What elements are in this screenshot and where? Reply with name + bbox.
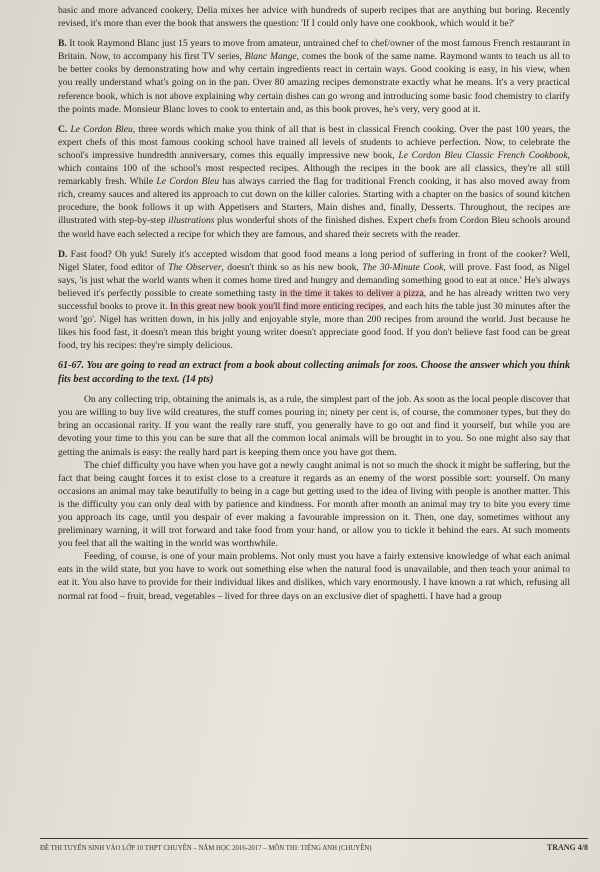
section-d-text-3: , will prove. Fast food, as Nigel says, 'is just what the world wants when it comes home tired and hungry and demanding something good to eat at once.' He's always believed it's perfectly possible to create something tasty (58, 261, 570, 299)
section-d-text-2: , doesn't think so as his new book, (221, 261, 363, 273)
page-footer (40, 838, 588, 852)
section-d-paragraph (58, 248, 570, 353)
section-b-letter: B. (58, 38, 67, 50)
section-c-text-2: , which contains 100 of the school's most respected recipes. Although the recipes in the book are all classics, they're all still remarkably fresh. While (58, 149, 570, 188)
section-d-highlight-2: In this great new book you'll find more enticing recipes (170, 300, 384, 312)
section-b-text-2: , comes the book of the same name. Raymond wants to teach us all to be better cooks by demonstrating how and why certain ingredients react in certain ways. Good cooking is easy, in his view, when you really understand what's going on in the pan. Over 80 amazing recipes demonstrate exactly what he means. It's a very practical reference book, which is not above explaining why certain dishes can go wrong and introducing some basic food chemistry to clarify the points made. Monsieur Blanc loves to cook to entertain and, as this book proves, he's very, very good at it. (58, 51, 570, 115)
section-d-text-1: Fast food? Oh yuk! Surely it's accepted wisdom that good food means a long period of suffering in front of the cooker? Well, Nigel Slater, food editor of (58, 248, 570, 273)
section-d-text-4: , and he has already written two very successful books to prove it. (58, 287, 570, 312)
section-c-title-1: Le Cordon Bleu (70, 123, 133, 135)
section-c-title-2: Le Cordon Bleu Classic French Cookbook (398, 149, 568, 161)
section-d-title-2: The 30-Minute Cook (362, 261, 444, 273)
section-d-highlight-1: in the time it takes to deliver a pizza (279, 287, 424, 299)
passage-paragraph-2: The chief difficulty you have when you have got a newly caught animal is not so much the shock it might be suffering, but the fact that being caught forces it to exist close to a creature it regards as an enemy of the worst possible sort: yourself. On many occasions an animal may take beautifully to being in a cage but getting used to the idea of living with people is another matter. This is the difficulty you can only deal with by patience and kindness. For month after month an animal may try to bite you every time you approach its cage, until you despair of ever making a favourable impression on it. Then, one day, sometimes without any preliminary warning, it will trot forward and take food from your hand, or allow you to tickle it behind the ears. At such moments you feel that all the waiting in the world was worthwhile. (58, 459, 570, 550)
section-b-paragraph (58, 37, 570, 116)
section-c-title-3: Le Cordon Bleu (156, 176, 220, 188)
section-d-letter: D. (58, 248, 68, 260)
section-d-title-1: The Observer (168, 261, 222, 273)
footer-page-number: TRANG 4/8 (546, 843, 588, 852)
section-d-text-5: , and each hits the table just 30 minutes after the word 'go'. Nigel has written down, in his jolly and enjoyable style, more than 200 recipes from around the world. Just because he likes his food fast, it doesn't mean this bright young writer doesn't appreciate good food. If you don't believe fast food can be great food, try his recipes: they're simply delicious. (58, 300, 570, 352)
section-c-text-1: , three words which make you think of all that is best in classical French cooking. Over the past 100 years, the expert chefs of this most famous cooking school have trained all levels of students to achieve perfection. Now, to celebrate the school's impressive hundredth anniversary, comes this equally impressive new book, (58, 123, 571, 161)
section-b-book-title: Blanc Mange (244, 51, 297, 63)
intro-paragraph (58, 4, 570, 30)
task-instruction: 61-67. You are going to read an extract from a book about collecting animals for zoos. Choose the answer which you think fits best according to the text. (14 pts) (58, 360, 570, 385)
footer-exam-title: ĐỀ THI TUYỂN SINH VÀO LỚP 10 THPT CHUYÊN – NĂM HỌC 2016-2017 – MÔN THI: TIẾNG ANH (CHUYÊN) (40, 845, 372, 852)
section-c-text-4: plus wonderful shots of the finished dishes. Expert chefs from Cordon Bleu schools around the world have each selected a recipe for which they are famous, and shared their secrets with the reader. (58, 215, 570, 240)
section-b-text-1: It took Raymond Blanc just 15 years to move from amateur, untrained chef to chef/owner of the most famous French restaurant in Britain. Now, to accompany his first TV series, (58, 38, 570, 63)
section-c-text-3: has always carried the flag for traditional French cooking, it has also moved away from rich, creamy sauces and altered its approach to cut down on the killer calories. Starting with a chapter on the basics of sound kitchen procedure, the book follows it up with Appetisers and Starters, Main dishes and, finally, Desserts. Throughout, the recipes are illustrated with step-by-step (58, 176, 570, 227)
intro-text: basic and more advanced cookery, Delia mixes her advice with hundreds of superb recipes that are anything but boring. Recently revised, it's more than ever the book that answers the question: 'If I could only have one cookbook, which would it be?' (58, 5, 570, 30)
passage-paragraph-3: Feeding, of course, is one of your main problems. Not only must you have a fairly extensive knowledge of what each animal eats in the wild state, but you have to work out something else when the natural food is unavailable, and then teach your animal to eat it. You also have to provide for their individual likes and dislikes, which vary enormously. I have known a rat which, refusing all normal rat food – fruit, bread, vegetables – lived for three days on an exclusive diet of spaghetti. I have had a group (58, 551, 570, 602)
section-c-title-4: illustrations (168, 215, 215, 227)
section-c-paragraph (58, 123, 570, 241)
section-c-letter: C. (58, 123, 68, 135)
passage-paragraph-1: On any collecting trip, obtaining the animals is, as a rule, the simplest part of the job. As soon as the local people discover that you are willing to buy live wild creatures, the stuff comes pouring in; ninety per cent is, of course, the commoner types, but they do bring an occasional rarity. If you want the really rare stuff, you generally have to go out and find it yourself, but while you are devoting your time to this you can be sure that all the common local animals will be brought in to you. So one might also say that getting the animals is easy: the really hard part is keeping them once you have got them. (58, 394, 570, 458)
